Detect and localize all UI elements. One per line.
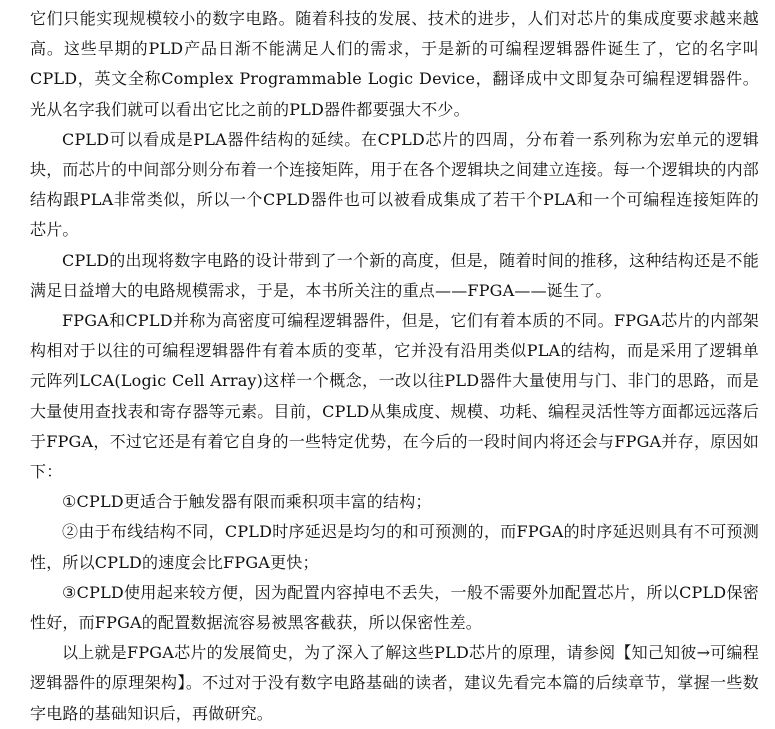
paragraph-summary: 以上就是FPGA芯片的发展简史，为了深入了解这些PLD芯片的原理，请参阅【知己知彼→可编程逻辑器件的原理架构】。不过对于没有数字电路基础的读者，建议先看完本篇的后续章节，掌握一些数字电路的基础知识后，再做研究。 <box>30 643 759 723</box>
list-item-reason-1: ①CPLD更适合于触发器有限而乘积项丰富的结构； <box>62 492 432 512</box>
list-item-reason-3: ③CPLD使用起来较方便，因为配置内容掉电不丢失，一般不需要外加配置芯片，所以CPLD保密性好，而FPGA的配置数据流容易被黑客截获，所以保密性差。 <box>30 582 759 633</box>
paragraph-cpld-structure: CPLD可以看成是PLA器件结构的延续。在CPLD芯片的四周，分布着一系列称为宏单元的逻辑块，而芯片的中间部分则分布着一个连接矩阵，用于在各个逻辑块之间建立连接。每一个逻辑块的内部结构跟PLA非常类似，所以一个CPLD器件也可以被看成集成了若干个PLA和一个可编程连接矩阵的芯片。 <box>30 129 760 240</box>
paragraph-cpld-origin: 它们只能实现规模较小的数字电路。随着科技的发展、技术的进步，人们对芯片的集成度要求越来越高。这些早期的PLD产品日渐不能满足人们的需求，于是新的可编程逻辑器件诞生了，它的名字叫CPLD，英文全称Complex Programmable Logic Device，翻译成中文即复杂可编程逻辑器件。光从名字我们就可以看出它比之前的PLD器件都要强大不少。 <box>30 9 759 119</box>
paragraph-fpga-vs-cpld: FPGA和CPLD并称为高密度可编程逻辑器件，但是，它们有着本质的不同。FPGA芯片的内部架构相对于以往的可编程逻辑器件有着本质的变革，它并没有沿用类似PLA的结构，而是采用了逻辑单元阵列LCA(Logic Cell Array)这样一个概念，一改以往PLD器件大量使用与门、非门的思路，而是大量使用查找表和寄存器等元素。目前，CPLD从集成度、规模、功耗、编程灵活性等方面都远远落后于FPGA，不过它还是有着它自身的一些特定优势，在今后的一段时间内将还会与FPGA并存，原因如下： <box>30 311 759 482</box>
paragraph-fpga-birth: CPLD的出现将数字电路的设计带到了一个新的高度，但是，随着时间的推移，这种结构还是不能满足日益增大的电路规模需求，于是，本书所关注的重点——FPGA——诞生了。 <box>30 250 759 300</box>
list-item-reason-2: ②由于布线结构不同，CPLD时序延迟是均匀的和可预测的，而FPGA的时序延迟则具有不可预测性，所以CPLD的速度会比FPGA更快； <box>30 522 759 572</box>
